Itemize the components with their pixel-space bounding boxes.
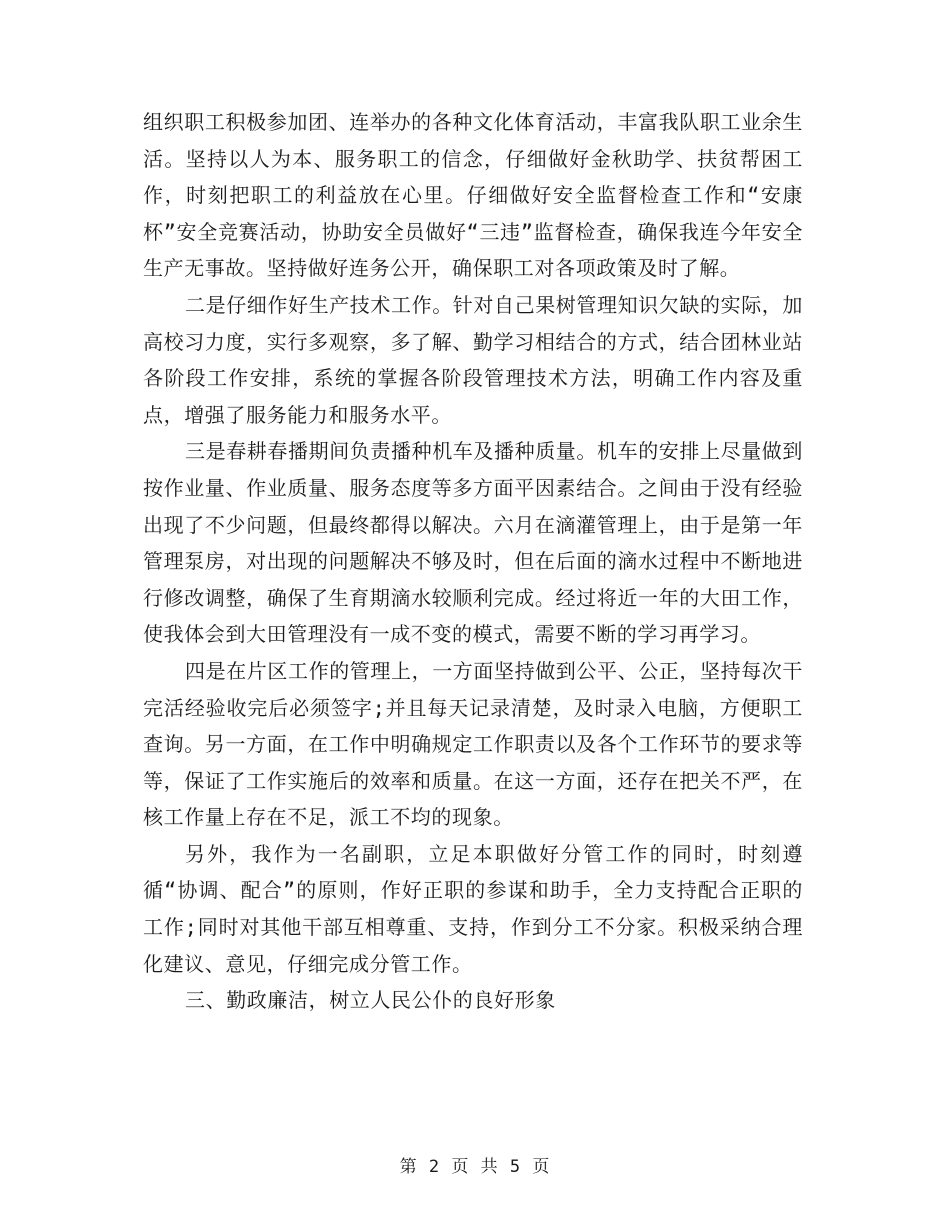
section-heading: 三、勤政廉洁，树立人民公仆的良好形象 xyxy=(185,988,556,1013)
paragraph-4: 四是在片区工作的管理上，一方面坚持做到公平、公正，坚持每次干完活经验收完后必须签字;并且每天记录清楚，及时录入电脑，方便职工查询。另一方面，在工作中明确规定工作职责以及各个工作环节的要求等等，保证了工作实施后的效率和质量。在这一方面，还存在把关不严，在核工作量上存在不足，派工不均的现象。 xyxy=(143,658,803,830)
paragraph-1: 组织职工积极参加团、连举办的各种文化体育活动，丰富我队职工业余生活。坚持以人为本、服务职工的信念，仔细做好金秋助学、扶贫帮困工作，时刻把职工的利益放在心里。仔细做好安全监督检查工作和“安康杯”安全竞赛活动，协助安全员做好“三违”监督检查，确保我连今年安全生产无事故。坚持做好连务公开，确保职工对各项政策及时了解。 xyxy=(143,110,803,281)
document-body xyxy=(143,104,803,1019)
paragraph-2: 二是仔细作好生产技术工作。针对自己果树管理知识欠缺的实际，加高校习力度，实行多观察，多了解、勤学习相结合的方式，结合团林业站各阶段工作安排，系统的掌握各阶段管理技术方法，明确工作内容及重点，增强了服务能力和服务水平。 xyxy=(143,292,803,427)
page-number-footer: 第 2 页 共 5 页 xyxy=(399,1157,551,1177)
paragraph-5: 另外，我作为一名副职，立足本职做好分管工作的同时，时刻遵循“协调、配合”的原则，作好正职的参谋和助手，全力支持配合正职的工作;同时对其他干部互相尊重、支持，作到分工不分家。积极采纳合理化建议、意见，仔细完成分管工作。 xyxy=(143,841,803,976)
paragraph-3: 三是春耕春播期间负责播种机车及播种质量。机车的安排上尽量做到按作业量、作业质量、服务态度等多方面平因素结合。之间由于没有经验出现了不少问题，但最终都得以解决。六月在滴灌管理上，由于是第一年管理泵房，对出现的问题解决不够及时，但在后面的滴水过程中不断地进行修改调整，确保了生育期滴水较顺利完成。经过将近一年的大田工作，使我体会到大田管理没有一成不变的模式，需要不断的学习再学习。 xyxy=(143,439,803,647)
